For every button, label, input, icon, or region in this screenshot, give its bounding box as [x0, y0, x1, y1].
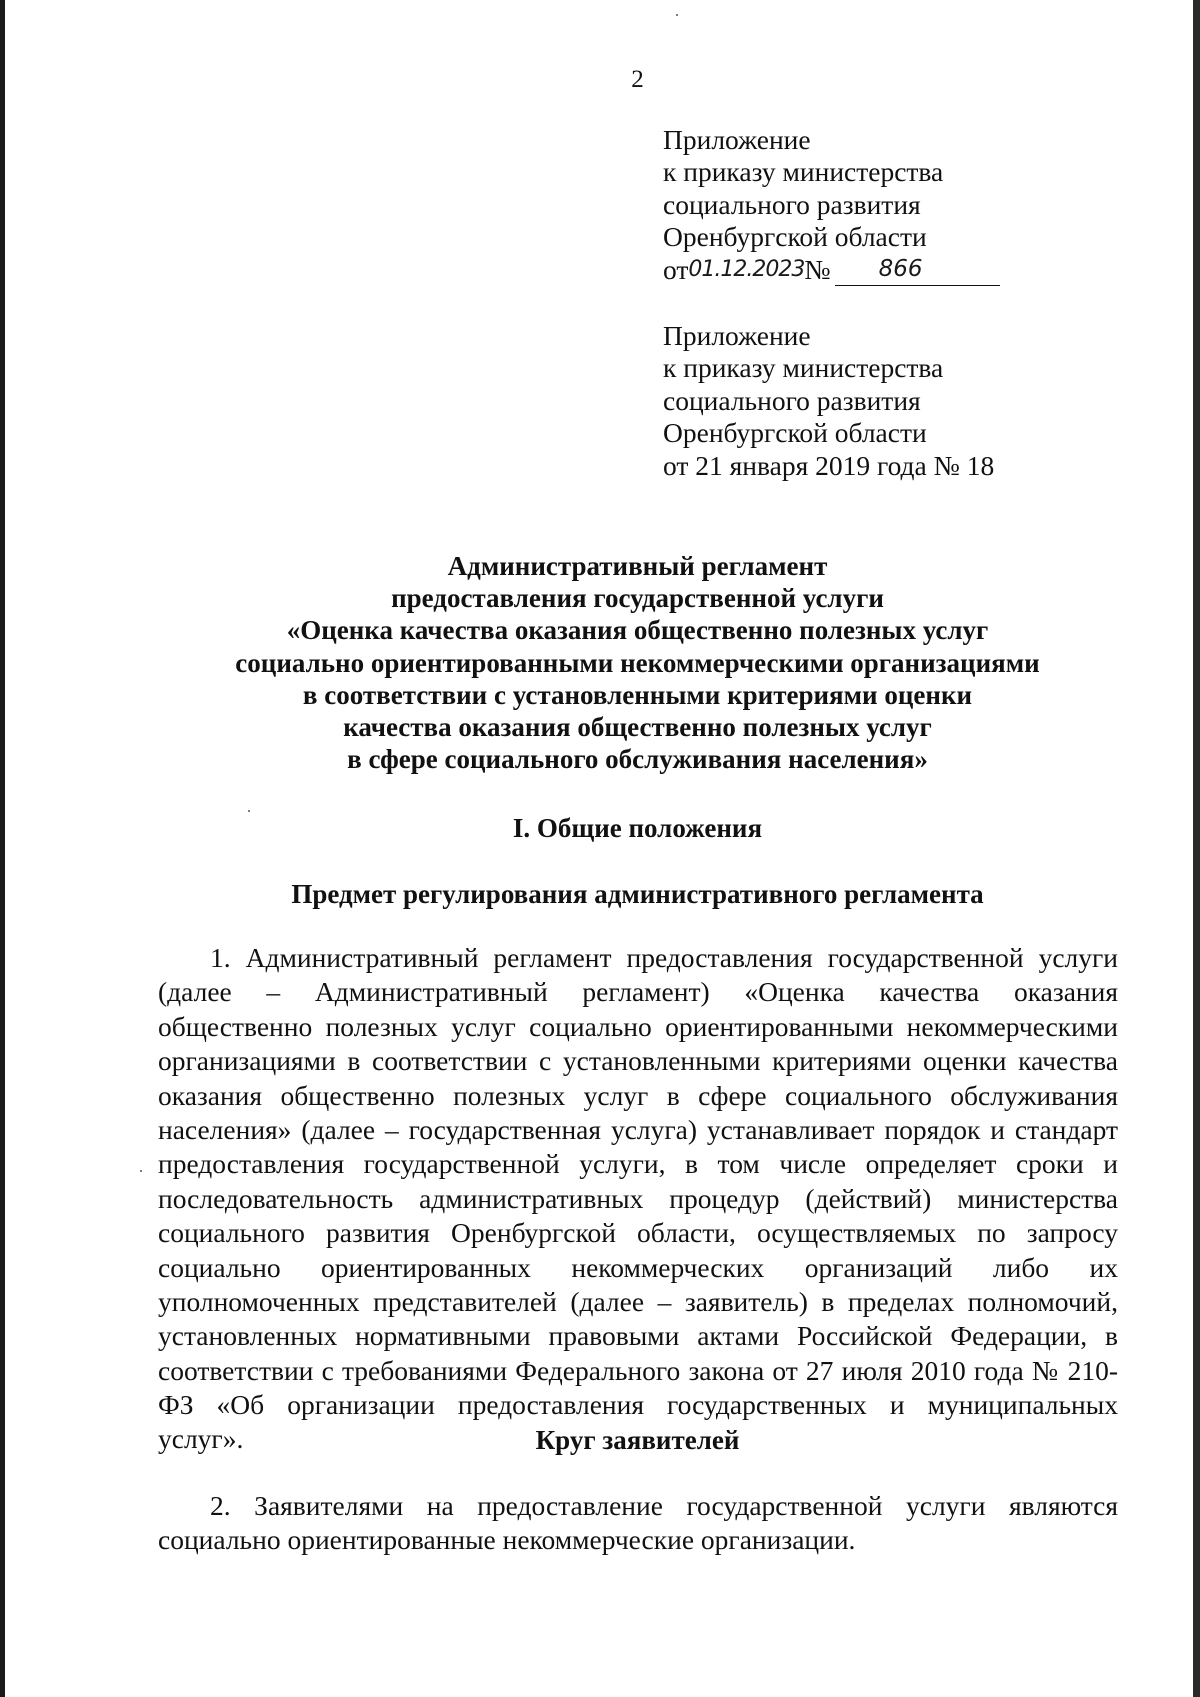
- document-title: [0, 550, 1200, 775]
- appendix-line: Приложение: [663, 124, 811, 155]
- subsection-heading-applicants: Круг заявителей: [535, 1425, 740, 1455]
- order-number-field: [835, 255, 1000, 286]
- paragraph-line: социального развития Оренбургской области, осуществляемых по запросу: [158, 1217, 1118, 1249]
- paragraph-line: установленных нормативными правовыми актами Российской Федерации, в: [158, 1320, 1118, 1352]
- from-label: от: [663, 253, 689, 285]
- paragraph-line: (далее – Административный регламент) «Оценка качества оказания: [158, 976, 1118, 1008]
- paragraph-line: уполномоченных представителей (далее – заявитель) в пределах полномочий,: [158, 1285, 1118, 1317]
- appendix-line: Оренбургской области: [663, 221, 927, 253]
- order-date-number-line: [663, 254, 1000, 286]
- appendix-block-original: [663, 320, 994, 482]
- title-line: качества оказания общественно полезных услуг: [343, 712, 932, 743]
- paragraph-line: оказания общественно полезных услуг в сфере социального обслуживания: [158, 1079, 1118, 1111]
- title-line: предоставления государственной услуги: [391, 583, 884, 614]
- title-line: в сфере социального обслуживания населения»: [347, 744, 928, 775]
- appendix-line: к приказу министерства: [663, 156, 944, 188]
- paragraph-line: соответствии с требованиями Федерального закона от 27 июля 2010 года № 210-: [158, 1354, 1118, 1386]
- paragraph-line: последовательность административных процедур (действий) министерства: [158, 1182, 1118, 1214]
- scan-speck: [140, 1170, 142, 1172]
- appendix-line: социального развития: [663, 188, 921, 220]
- appendix-line: социального развития: [663, 384, 921, 416]
- number-sign: №: [804, 253, 831, 285]
- paragraph-line: услуг».: [158, 1423, 244, 1455]
- title-line: Административный регламент: [447, 551, 828, 581]
- paragraph-line: социально ориентированных некоммерческих организаций либо их: [158, 1251, 1118, 1283]
- paragraph-line: общественно полезных услуг социально ориентированными некоммерческими: [158, 1010, 1118, 1042]
- paragraph-line: 1. Административный регламент предоставления государственной услуги: [210, 942, 1118, 973]
- handwritten-order-number: 866: [878, 255, 923, 282]
- paragraph-line: предоставления государственной услуги, в том числе определяет сроки и: [158, 1148, 1118, 1180]
- paragraph-line: ФЗ «Об организации предоставления государственных и муниципальных: [158, 1389, 1118, 1421]
- title-line: в соответствии с установленными критериями оценки: [302, 679, 973, 710]
- appendix-line: от 21 января 2019 года № 18: [663, 449, 995, 481]
- paragraph-1: [158, 941, 1118, 1457]
- paragraph-line: организациями в соответствии с установленными критериями оценки качества: [158, 1045, 1118, 1077]
- paragraph-2: [158, 1489, 1118, 1558]
- section-heading: I. Общие положения: [512, 813, 763, 843]
- appendix-block-current: [663, 124, 1000, 286]
- scan-speck: [676, 14, 678, 16]
- paragraph-line: 2. Заявителями на предоставление государственной услуги являются: [210, 1490, 1118, 1521]
- title-line: «Оценка качества оказания общественно полезных услуг: [286, 615, 989, 646]
- scan-speck: [248, 810, 250, 812]
- title-line: социально ориентированными некоммерческими организациями: [235, 647, 1040, 678]
- appendix-line: Приложение: [663, 320, 811, 351]
- appendix-line: Оренбургской области: [663, 417, 927, 449]
- handwritten-date: 01.12.2023: [688, 256, 805, 282]
- page-number: 2: [631, 66, 644, 93]
- subsection-heading-subject: Предмет регулирования административного регламента: [291, 879, 984, 909]
- paragraph-line: социально ориентированные некоммерческие организации.: [158, 1524, 856, 1556]
- paragraph-line: населения» (далее – государственная услуга) устанавливает порядок и стандарт: [158, 1113, 1118, 1145]
- appendix-line: к приказу министерства: [663, 352, 944, 384]
